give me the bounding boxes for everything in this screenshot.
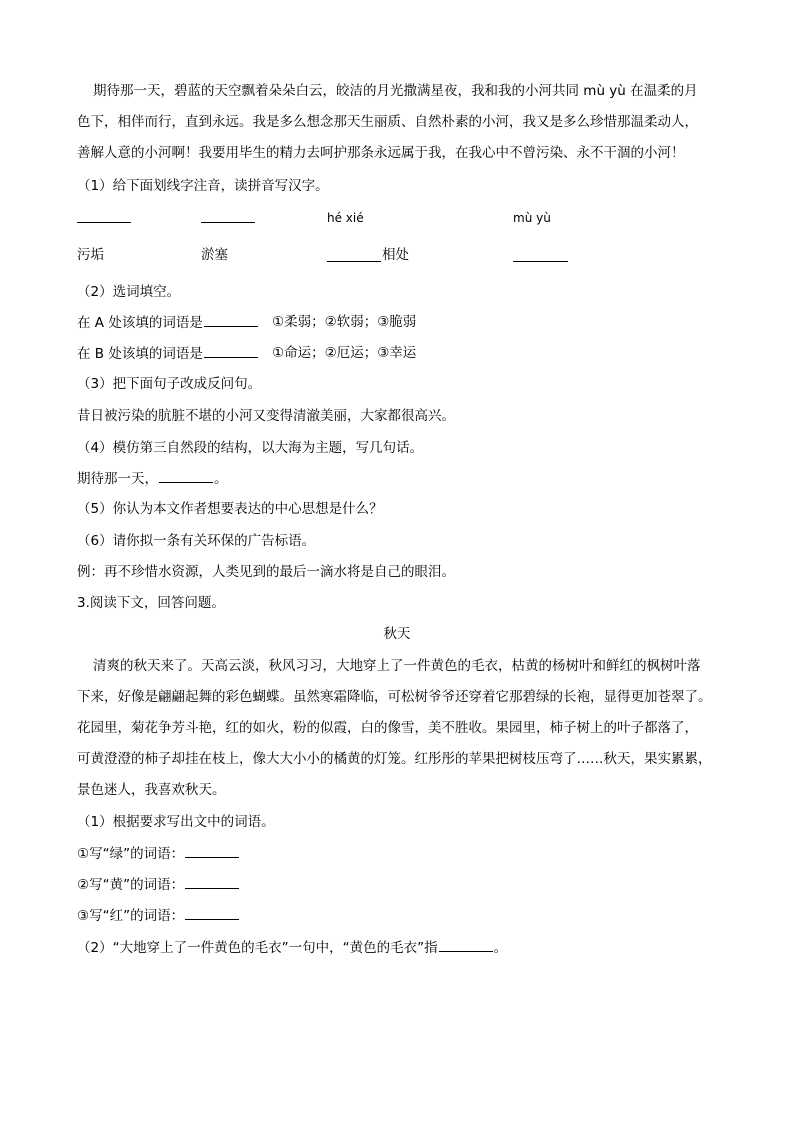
q1-pinyin-1: hé xié — [327, 211, 364, 225]
q1-word-1: 污垢 — [77, 247, 104, 263]
q3-sentence: 昔日被污染的肮脏不堪的小河又变得清澈美丽，大家都很高兴。 — [77, 408, 455, 424]
sq1-c-line — [77, 907, 240, 924]
sq1-b-label: ②写“黄”的词语： — [77, 877, 185, 893]
q5-title: （5）你认为本文作者想要表达的中心思想是什么？ — [77, 501, 383, 517]
essay-line-4: 可黄澄澄的柿子却挂在枝上，像大大小小的橘黄的灯笼。红彤彤的苹果把树枝压弯了……秋天，果实累累， — [77, 751, 712, 767]
essay-line-5: 景色迷人，我喜欢秋天。 — [77, 782, 226, 798]
q4-title: （4）模仿第三自然段的结构，以大海为主题，写几句话。 — [77, 440, 424, 456]
q1-blank-3[interactable] — [327, 261, 381, 262]
sq1-c-blank[interactable] — [185, 907, 239, 920]
para1-line3: 善解人意的小河啊！我要用毕生的精力去呵护那条永远属于我，在我心中不曾污染、永不干涸的小河！ — [77, 145, 685, 161]
q2-b-prefix: 在 B 处该填的词语是 — [77, 346, 203, 362]
para1-line1: 期待那一天，碧蓝的天空飘着朵朵白云，皎洁的月光撒满星夜，我和我的小河共同 mù yù 在温柔的月 — [93, 83, 698, 99]
section3-heading: 3.阅读下文，回答问题。 — [77, 595, 225, 611]
sq1-a-line — [77, 845, 240, 862]
sq2-suffix: 。 — [493, 940, 508, 956]
sq2-blank[interactable] — [439, 939, 493, 952]
essay-title: 秋天 — [383, 626, 411, 642]
q1-word-2: 淤塞 — [201, 247, 228, 263]
para1-line2: 色下，相伴而行，直到永远。我是多么想念那天生丽质、自然朴素的小河，我又是多么珍惜那温柔动人， — [77, 114, 698, 130]
q4-line — [77, 470, 228, 487]
q2-a-line — [77, 314, 259, 331]
q1-pinyin-2: mù yù — [513, 211, 551, 225]
q6-title: （6）请你拟一条有关环保的广告标语。 — [77, 533, 316, 549]
sq1-b-blank[interactable] — [185, 876, 239, 889]
sq2-line — [77, 939, 507, 956]
essay-line-3: 花园里，菊花争芳斗艳，红的如火，粉的似霞，白的像雪，美不胜收。果园里，柿子树上的叶子都落了， — [77, 720, 698, 736]
q4-prefix: 期待那一天， — [77, 471, 158, 487]
sq1-title: （1）根据要求写出文中的词语。 — [77, 814, 275, 830]
q1-blank-2[interactable] — [201, 222, 255, 223]
q6-example: 例：再不珍惜水资源，人类见到的最后一滴水将是自己的眼泪。 — [77, 564, 455, 580]
q2-b-blank[interactable] — [204, 345, 258, 358]
sq1-a-blank[interactable] — [185, 845, 239, 858]
q2-title: （2）选词填空。 — [77, 284, 181, 300]
q2-b-options: ①命运；②厄运；③幸运 — [272, 345, 417, 361]
q2-a-prefix: 在 A 处该填的词语是 — [77, 315, 203, 331]
sq2-prefix: （2）“大地穿上了一件黄色的毛衣”一句中，“黄色的毛衣”指 — [77, 940, 438, 956]
q2-a-options: ①柔弱；②软弱；③脆弱 — [272, 314, 417, 330]
essay-line-2: 下来，好像是翩翩起舞的彩色蝴蝶。虽然寒霜降临，可松树爷爷还穿着它那碧绿的长袍，显得更加苍翠了。 — [77, 689, 712, 705]
sq1-c-label: ③写“红”的词语： — [77, 908, 185, 924]
q3-title: （3）把下面句子改成反问句。 — [77, 376, 262, 392]
q1-blank-1[interactable] — [77, 222, 131, 223]
q2-b-line — [77, 345, 259, 362]
essay-line-1: 清爽的秋天来了。天高云淡，秋风习习，大地穿上了一件黄色的毛衣，枯黄的杨树叶和鲜红的枫树叶落 — [93, 658, 701, 674]
q1-blank-4[interactable] — [513, 261, 568, 262]
q1-word-3: 相处 — [382, 247, 409, 263]
q2-a-blank[interactable] — [204, 314, 258, 327]
sq1-b-line — [77, 876, 240, 893]
sq1-a-label: ①写“绿”的词语： — [77, 846, 185, 862]
q1-title: （1）给下面划线字注音，读拼音写汉字。 — [77, 178, 329, 194]
q4-suffix: 。 — [214, 471, 228, 487]
q4-blank[interactable] — [159, 470, 213, 483]
